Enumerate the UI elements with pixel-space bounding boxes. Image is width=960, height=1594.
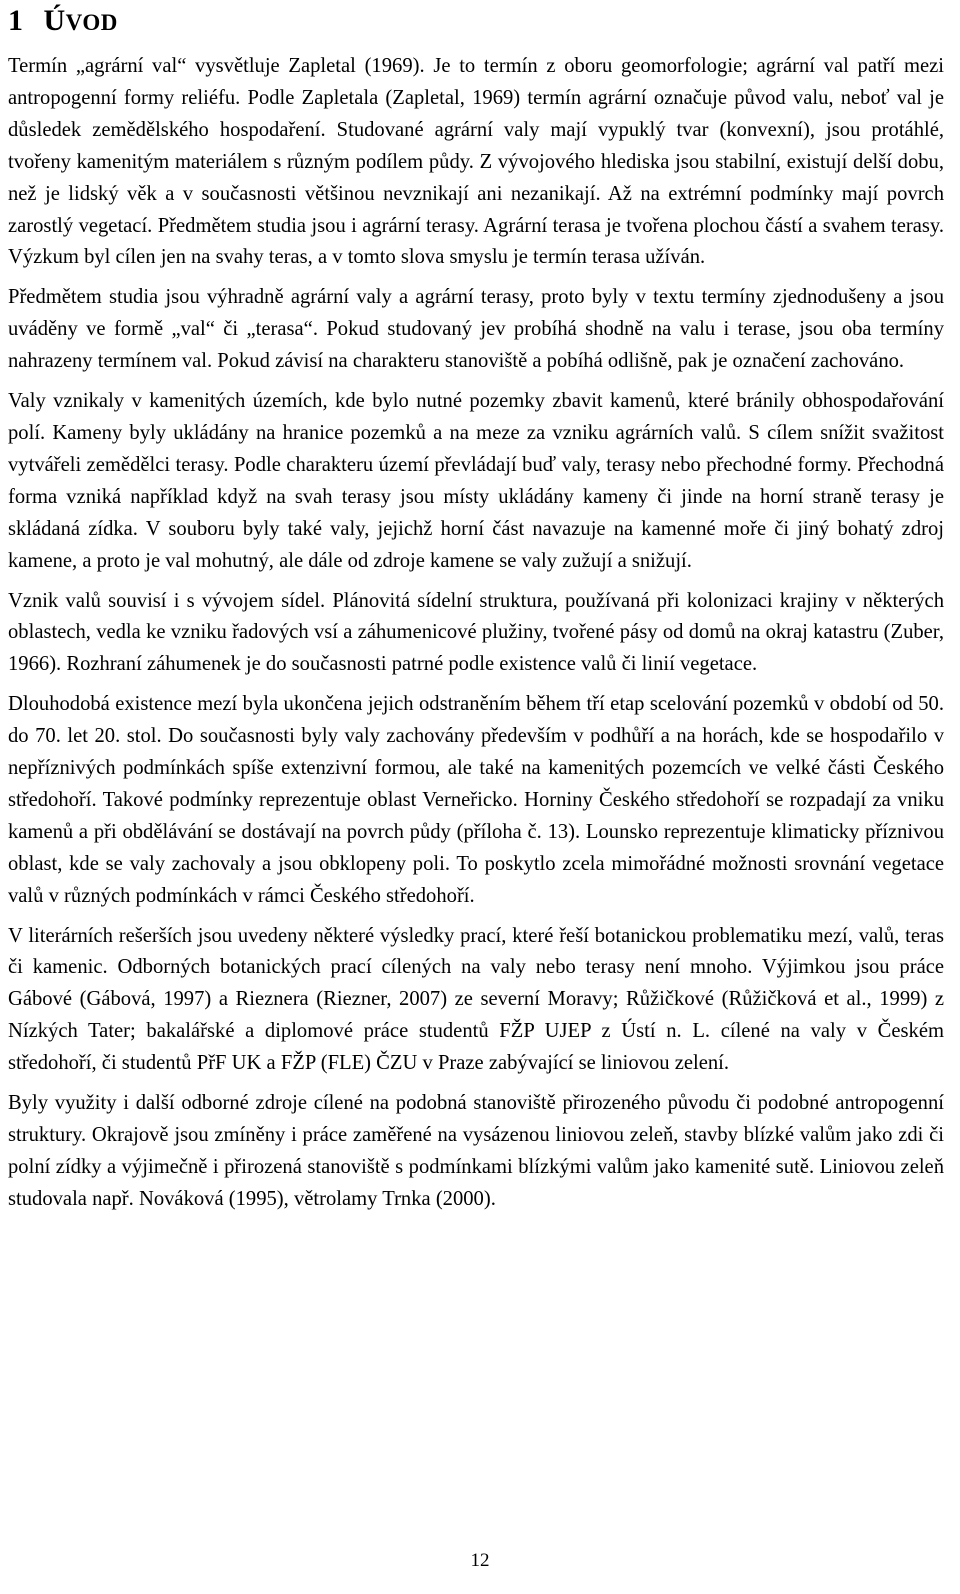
chapter-body xyxy=(8,51,944,1224)
paragraph: Termín „agrární val“ vysvětluje Zapletal (1969). Je to termín z oboru geomorfologie; agrární val patří mezi antropogenní formy reliéfu. Podle Zapletala (Zapletal, 1969) termín agrární označuje původ valu, neboť val je důsledek zemědělského hospodaření. Studované agrární valy mají vypuklý tvar (konvexní), jsou protáhlé, tvořeny kamenitým materiálem s různým podílem půdy. Z vývojového hlediska jsou stabilní, existují delší dobu, než je lidský věk a v současnosti většinou nevznikají ani nezanikají. Až na extrémní podmínky mají povrch zarostlý vegetací. Předmětem studia jsou i agrární terasy. Agrární terasa je tvořena plochou částí a svahem terasy. Výzkum byl cílen jen na svahy teras, a v tomto slova smyslu je termín terasa užíván. xyxy=(8,55,944,269)
chapter-number: 1 xyxy=(8,4,24,37)
paragraph: Valy vznikaly v kamenitých územích, kde bylo nutné pozemky zbavit kamenů, které bránily obhospodařování polí. Kameny byly ukládány na hranice pozemků a na meze za vzniku agrárních valů. S cílem snížit svažitost vytvářeli zemědělci terasy. Podle charakteru území převládají buď valy, terasy nebo přechodné formy. Přechodná forma vzniká například když na svah terasy jsou místy ukládány kameny či jinde na horní straně terasy je skládaná zídka. V souboru byly také valy, jejichž horní část navazuje na kamenné moře či jiný bohatý zdroj kamene, a proto je val mohutný, ale dále od zdroje kamene se valy zužují a snižují. xyxy=(8,390,944,572)
paragraph: Předmětem studia jsou výhradně agrární valy a agrární terasy, proto byly v textu termíny zjednodušeny a jsou uváděny ve formě „val“ či „terasa“. Pokud studovaný jev probíhá shodně na valu i terase, jsou oba termíny nahrazeny termínem val. Pokud závisí na charakteru stanoviště a pobíhá odlišně, pak je označení zachováno. xyxy=(8,286,944,373)
chapter-title-rest: VOD xyxy=(65,10,118,35)
paragraph: Byly využity i další odborné zdroje cílené na podobná stanoviště přirozeného původu či podobné antropogenní struktury. Okrajově jsou zmíněny i práce zaměřené na vysázenou liniovou zeleň, stavby blízké valům jako zdi či polní zídky a výjimečně i přirozená stanoviště s podmínkami blízkými valům jako kamenité sutě. Liniovou zeleň studovala např. Nováková (1995), větrolamy Trnka (2000). xyxy=(8,1092,944,1210)
paragraph: Vznik valů souvisí i s vývojem sídel. Plánovitá sídelní struktura, používaná při kolonizaci krajiny v některých oblastech, vedla ke vzniku řadových vsí a záhumenicové plužiny, tvořené pásy od domů na okraj katastru (Zuber, 1966). Rozhraní záhumenek je do současnosti patrné podle existence valů či linií vegetace. xyxy=(8,589,944,676)
chapter-heading xyxy=(8,4,118,38)
paragraph: V literárních rešerších jsou uvedeny některé výsledky prací, které řeší botanickou problematiku mezí, valů, teras či kamenic. Odborných botanických prací cílených na valy nebo terasy není mnoho. Výjimkou jsou práce Gábové (Gábová, 1997) a Rieznera (Riezner, 2007) ze severní Moravy; Růžičkové (Růžičková et al., 1999) z Nízkých Tater; bakalářské a diplomové práce studentů FŽP UJEP z Ústí n. L. cílené na valy v Českém středohoří, či studentů PřF UK a FŽP (FLE) ČZU v Praze zabývající se liniovou zelení. xyxy=(8,924,944,1075)
page-number: 12 xyxy=(470,1550,490,1571)
chapter-title-initial: Ú xyxy=(43,4,66,37)
paragraph: Dlouhodobá existence mezí byla ukončena jejich odstraněním během tří etap scelování pozemků v období od 50. do 70. let 20. stol. Do současnosti byly valy zachovány především v podhůří a na horách, kde se hospodařilo v nepříznivých podmínkách spíše extenzivní formou, ale také na kamenitých pozemcích ve velké části Českého středohoří. Takové podmínky reprezentuje oblast Verneřicko. Horniny Českého středohoří se rozpadají za vniku kamenů a při obdělávání se dostávají na povrch půdy (příloha č. 13). Lounsko reprezentuje klimaticky příznivou oblast, kde se valy zachovaly a jsou obklopeny poli. To poskytlo zcela mimořádné možnosti srovnání vegetace valů v různých podmínkách v rámci Českého středohoří. xyxy=(8,693,944,907)
